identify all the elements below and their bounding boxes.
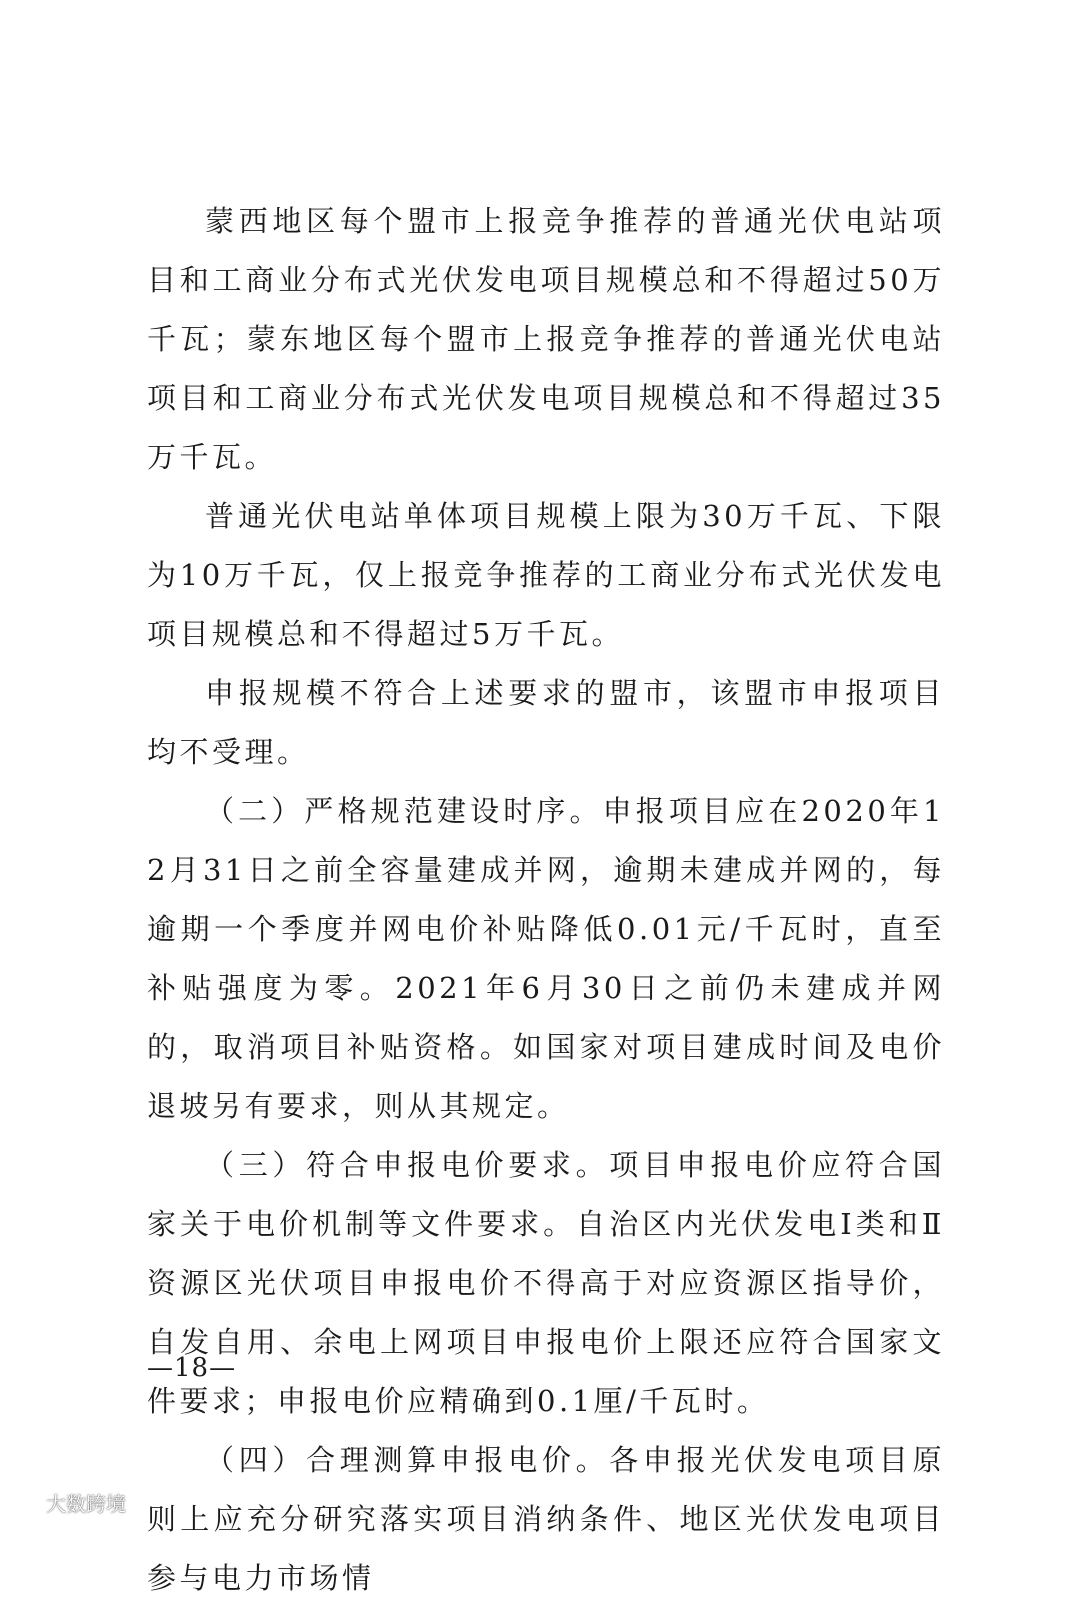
paragraph-4: （二）严格规范建设时序。申报项目应在2020年12月31日之前全容量建成并网，逾期未建成并网的，每逾期一个季度并网电价补贴降低0.01元/千瓦时，直至补贴强度为零。2021年6月30日之前仍未建成并网的，取消项目补贴资格。如国家对项目建成时间及电价退坡另有要求，则从其规定。 [147, 794, 945, 1123]
paragraph-6: （四）合理测算申报电价。各申报光伏发电项目原则上应充分研究落实项目消纳条件、地区光伏发电项目参与电力市场情 [147, 1443, 945, 1595]
paragraph-1: 蒙西地区每个盟市上报竞争推荐的普通光伏电站项目和工商业分布式光伏发电项目规模总和不得超过50万千瓦；蒙东地区每个盟市上报竞争推荐的普通光伏电站项目和工商业分布式光伏发电项目规模总和不得超过35万千瓦。 [147, 204, 945, 474]
page-number: —18— [147, 1353, 237, 1383]
watermark [10, 1488, 126, 1517]
watermark-text: 大数跨境 [46, 1492, 126, 1516]
body-text [147, 192, 945, 1608]
paragraph-2: 普通光伏电站单体项目规模上限为30万千瓦、下限为10万千瓦，仅上报竞争推荐的工商业分布式光伏发电项目规模总和不得超过5万千瓦。 [147, 499, 945, 651]
paragraph-5: （三）符合申报电价要求。项目申报电价应符合国家关于电价机制等文件要求。自治区内光伏发电Ⅰ类和Ⅱ资源区光伏项目申报电价不得高于对应资源区指导价，自发自用、余电上网项目申报电价上限还应符合国家文件要求；申报电价应精确到0.1厘/千瓦时。 [147, 1148, 945, 1418]
weibo-icon [10, 1492, 40, 1514]
paragraph-3: 申报规模不符合上述要求的盟市，该盟市申报项目均不受理。 [147, 676, 945, 769]
